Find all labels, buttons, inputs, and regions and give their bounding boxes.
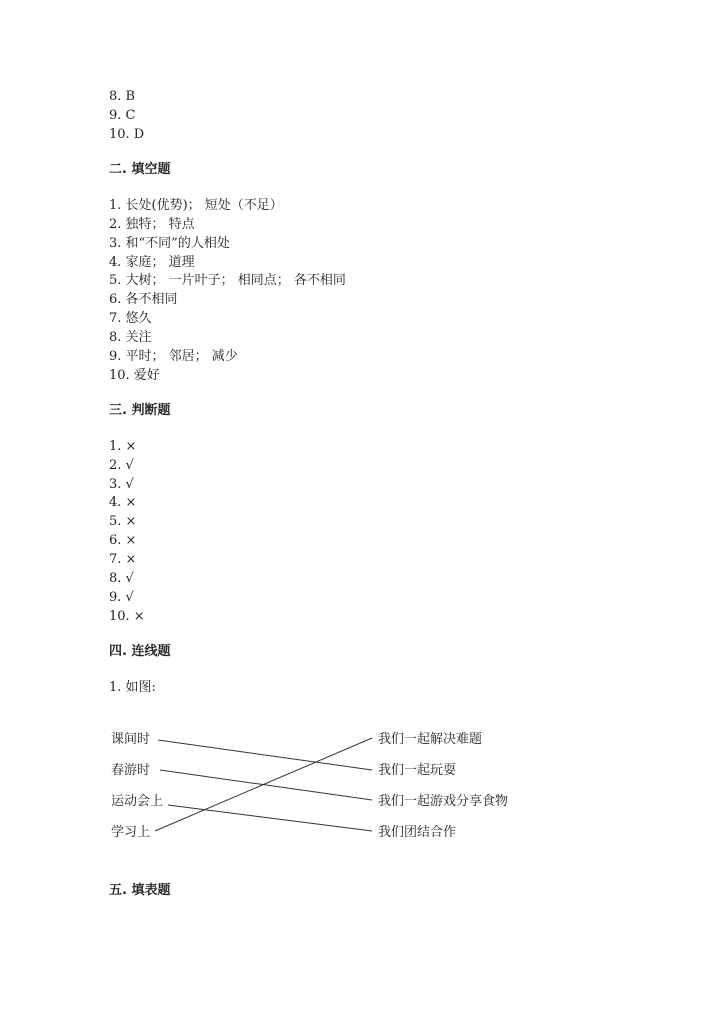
answer-line: 8. 关注: [109, 330, 152, 345]
matching-left-item: 运动会上: [111, 794, 164, 809]
answer-line: 8. √: [109, 571, 134, 586]
answer-line: 9. √: [109, 590, 134, 605]
section-heading-table: 五. 填表题: [109, 883, 171, 898]
answer-line: 5. ×: [109, 514, 137, 529]
answer-line: 2. √: [109, 458, 134, 473]
answer-line: 3. √: [109, 477, 134, 492]
matching-link-line: [168, 805, 372, 831]
answer-line: 1. 长处(优势)； 短处（不足）: [109, 198, 283, 213]
answer-line: 5. 大树； 一片叶子； 相同点； 各不相同: [109, 273, 346, 288]
answer-line: 7. 悠久: [109, 311, 152, 326]
answer-line: 6. 各不相同: [109, 292, 178, 307]
question-label: 1. 如图:: [109, 680, 156, 695]
matching-left-item: 课间时: [111, 732, 151, 747]
answer-line: 9. 平时； 邻居； 减少: [109, 349, 238, 364]
matching-right-item: 我们一起解决难题: [378, 732, 483, 747]
answer-line: 4. 家庭； 道理: [109, 255, 195, 270]
answer-line: 10. 爱好: [109, 368, 160, 383]
matching-link-line: [160, 770, 372, 800]
matching-right-item: 我们一起游戏分享食物: [378, 794, 509, 809]
answer-line: 7. ×: [109, 552, 137, 567]
answer-line: 10. ×: [109, 609, 145, 624]
matching-right-item: 我们团结合作: [378, 825, 457, 840]
answer-line: 8. B: [109, 89, 136, 104]
section-heading-matching: 四. 连线题: [109, 644, 171, 659]
answer-line: 1. ×: [109, 439, 137, 454]
answer-line: 4. ×: [109, 495, 137, 510]
answer-line: 2. 独特； 特点: [109, 217, 195, 232]
matching-link-line: [158, 740, 372, 770]
section-heading-fill-in: 二. 填空题: [109, 162, 171, 177]
matching-right-item: 我们一起玩耍: [378, 763, 457, 778]
answer-line: 3. 和“不同”的人相处: [109, 236, 230, 251]
answer-line: 9. C: [109, 108, 136, 123]
matching-left-item: 学习上: [111, 825, 151, 840]
answer-line: 6. ×: [109, 533, 137, 548]
answer-line: 10. D: [109, 127, 145, 142]
section-heading-true-false: 三. 判断题: [109, 403, 171, 418]
matching-left-item: 春游时: [111, 763, 151, 778]
